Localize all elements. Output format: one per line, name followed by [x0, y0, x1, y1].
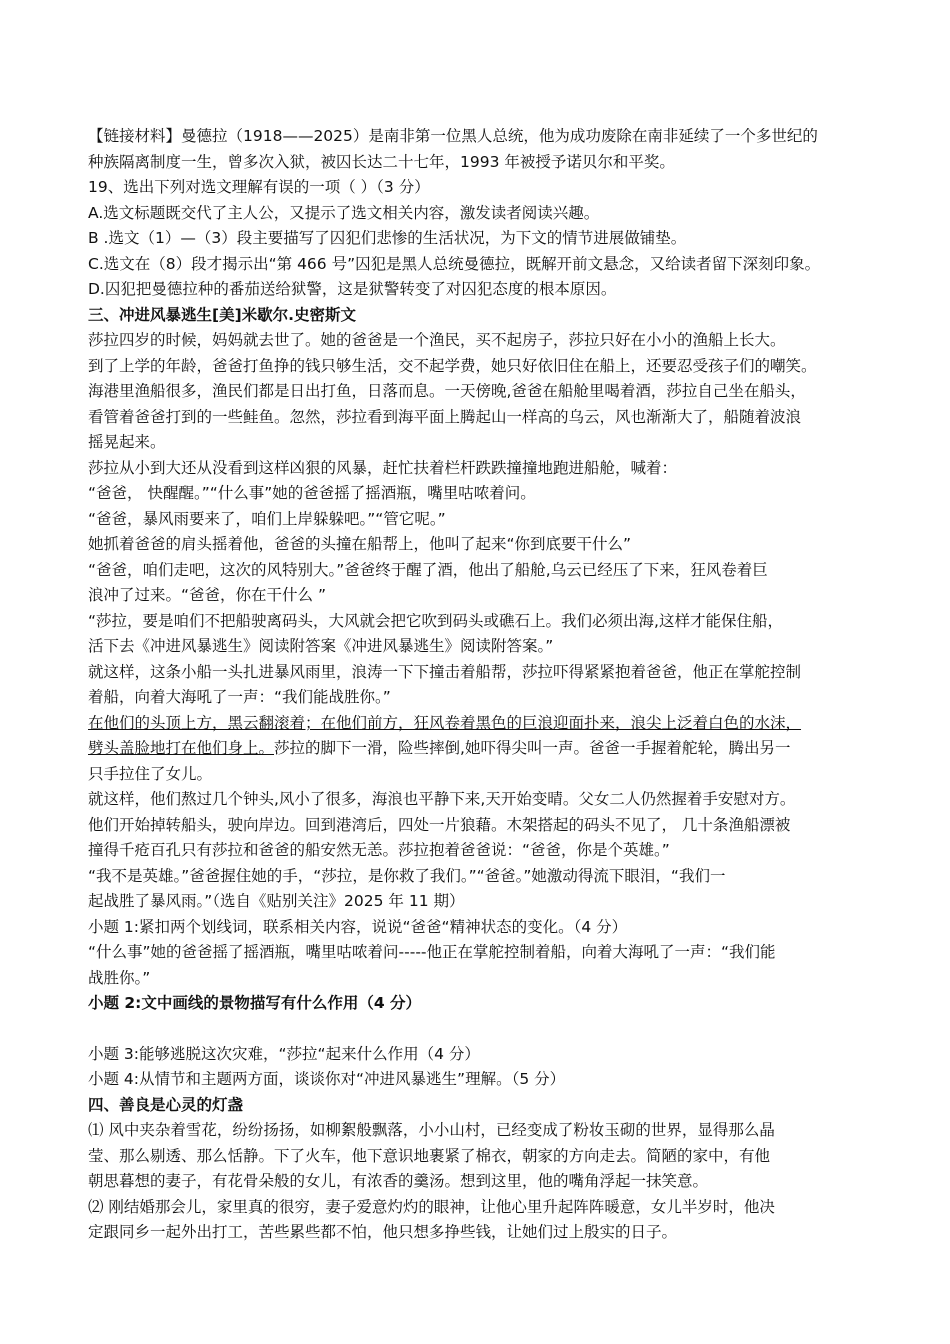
- option-c: C.选文在（8）段才揭示出“第 466 号”囚犯是黑人总统曼德拉，既解开前文悬念，又给读者留下深刻印象。: [88, 254, 821, 273]
- text-line: 莎拉从小到大还从没看到这样凶狠的风暴，赶忙扶着栏杆跌跌撞撞地跑进船舱，喊着：: [88, 458, 678, 477]
- text-line: 看管着爸爸打到的一些鲑鱼。忽然，莎拉看到海平面上腾起山一样高的乌云，风也渐渐大了，船随着波浪: [88, 407, 802, 426]
- text-line: 朝思暮想的妻子，有花骨朵般的女儿，有浓香的羹汤。想到这里，他的嘴角浮起一抹笑意。: [88, 1172, 709, 1190]
- question-19: 19、选出下列对选文理解有误的一项（ ）（3 分）: [88, 178, 430, 196]
- text-line: 就这样，他们熬过几个钟头,风小了很多，海浪也平静下来,天开始变晴。父女二人仍然握着手安慰对方。: [88, 790, 796, 808]
- sub-question-1: 小题 1:紧扣两个划线词，联系相关内容，说说“爸爸“精神状态的变化。（4 分）: [88, 917, 628, 936]
- sub-question-4: 小题 4:从情节和主题两方面，谈谈你对“冲进风暴逃生”理解。（5 分）: [88, 1070, 566, 1088]
- blank-space: [88, 1017, 878, 1042]
- text-line: 就这样，这条小船一头扎进暴风雨里，浪涛一下下撞击着船帮，莎拉吓得紧紧抱着爸爸，他正在掌舵控制: [88, 662, 802, 681]
- text-line: ⑴ 风中夹杂着雪花，纷纷扬扬，如柳絮般飘落，小小山村，已经变成了粉妆玉砌的世界，显得那么晶: [88, 1121, 775, 1139]
- text-line: 莎拉四岁的时候，妈妈就去世了。她的爸爸是一个渔民，买不起房子，莎拉只好在小小的渔船上长大。: [88, 331, 786, 349]
- text-line: “爸爸， 快醒醒。”“什么事”她的爸爸摇了摇酒瓶，嘴里咕哝着问。: [88, 484, 536, 502]
- text-line: 他们开始掉转船头，驶向岸边。回到港湾后，四处一片狼藉。木架搭起的码头不见了， 几十条渔船漂被: [88, 815, 791, 834]
- text-line: 种族隔离制度一生，曾多次入狱，被囚长达二十七年，1993 年被授予诺贝尔和平奖。: [88, 152, 675, 171]
- text-line: 【链接材料】曼德拉（1918——2025）是南非第一位黑人总统，他为成功废除在南非延续了一个多世纪的: [88, 127, 818, 145]
- text-line: “爸爸，暴风雨要来了，咱们上岸躲躲吧。”“管它呢。”: [88, 509, 446, 528]
- text-line: “爸爸，咱们走吧，这次的风特别大。”爸爸终于醒了酒，他出了船舱,乌云已经压了下来，狂风卷着巨: [88, 560, 768, 579]
- text-line: “莎拉，要是咱们不把船驶离码头，大风就会把它吹到码头或礁石上。我们必须出海,这样才能保住船，: [88, 611, 783, 630]
- option-d: D.囚犯把曼德拉种的番茄送给狱警，这是狱警转变了对囚犯态度的根本原因。: [88, 280, 617, 298]
- text-line: 战胜你。”: [88, 968, 151, 987]
- text-line: 只手拉住了女儿。: [88, 764, 213, 783]
- section-heading: 四、善良是心灵的灯盏: [88, 1095, 244, 1114]
- text-line: 着船，向着大海吼了一声：“我们能战胜你。”: [88, 688, 391, 706]
- text-line: 活下去《冲进风暴逃生》阅读附答案《冲进风暴逃生》阅读附答案。”: [88, 637, 554, 655]
- text-line: 到了上学的年龄，爸爸打鱼挣的钱只够生活，交不起学费，她只好依旧住在船上，还要忍受孩子们的嘲笑。: [88, 356, 817, 375]
- option-a: A.选文标题既交代了主人公，又提示了选文相关内容，激发读者阅读兴趣。: [88, 203, 600, 222]
- text-line: 撞得千疮百孔只有莎拉和爸爸的船安然无恙。莎拉抱着爸爸说：“爸爸，你是个英雄。”: [88, 841, 670, 859]
- document-page: [88, 124, 878, 1246]
- text-line: 莹、那么剔透、那么恬静。下了火车，他下意识地裹紧了棉衣，朝家的方向走去。简陋的家中，有他: [88, 1146, 771, 1165]
- text-line: 海港里渔船很多，渔民们都是日出打鱼，日落而息。一天傍晚,爸爸在船舱里喝着酒，莎拉自己坐在船头，: [88, 382, 806, 400]
- option-b: B .选文（1）—（3）段主要描写了囚犯们悲惨的生活状况，为下文的情节进展做铺垫。: [88, 229, 687, 247]
- section-heading: 三、冲进风暴逃生[美]米歇尔.史密斯文: [88, 305, 357, 324]
- text-line: ⑵ 刚结婚那会儿，家里真的很穷，妻子爱意灼灼的眼神，让他心里升起阵阵暖意，女儿半岁时，他决: [88, 1197, 775, 1216]
- underlined-text-line: 在他们的头顶上方，黑云翻滚着；在他们前方，狂风卷着黑色的巨浪迎面扑来，浪尖上泛着白色的水沫，: [88, 713, 802, 732]
- sub-question-2: 小题 2:文中画线的景物描写有什么作用（4 分）: [88, 994, 422, 1012]
- text-line: 摇晃起来。: [88, 433, 166, 451]
- underlined-fragment: 劈头盖脸地打在他们身上。: [88, 739, 275, 757]
- text-line: 浪冲了过来。“爸爸，你在干什么 ”: [88, 586, 326, 604]
- sub-question-3: 小题 3:能够逃脱这次灾难，“莎拉“起来什么作用（4 分）: [88, 1044, 480, 1063]
- text-fragment: 莎拉的脚下一滑，险些摔倒,她吓得尖叫一声。爸爸一手握着舵轮，腾出另一: [274, 739, 791, 757]
- mixed-text-line: [88, 736, 878, 762]
- text-line: “什么事”她的爸爸摇了摇酒瓶，嘴里咕哝着问-----他正在掌舵控制着船，向着大海吼了一声：“我们能: [88, 943, 776, 961]
- text-line: 定跟同乡一起外出打工，苦些累些都不怕，他只想多挣些钱，让她们过上殷实的日子。: [88, 1223, 678, 1241]
- text-line: 起战胜了暴风雨。”（选自《贴别关注》2025 年 11 期）: [88, 892, 465, 910]
- text-line: 她抓着爸爸的肩头摇着他，爸爸的头撞在船帮上，他叫了起来“你到底要干什么”: [88, 535, 632, 553]
- text-line: “我不是英雄。”爸爸握住她的手，“莎拉，是你救了我们。”“爸爸。”她激动得流下眼泪，“我们一: [88, 866, 726, 885]
